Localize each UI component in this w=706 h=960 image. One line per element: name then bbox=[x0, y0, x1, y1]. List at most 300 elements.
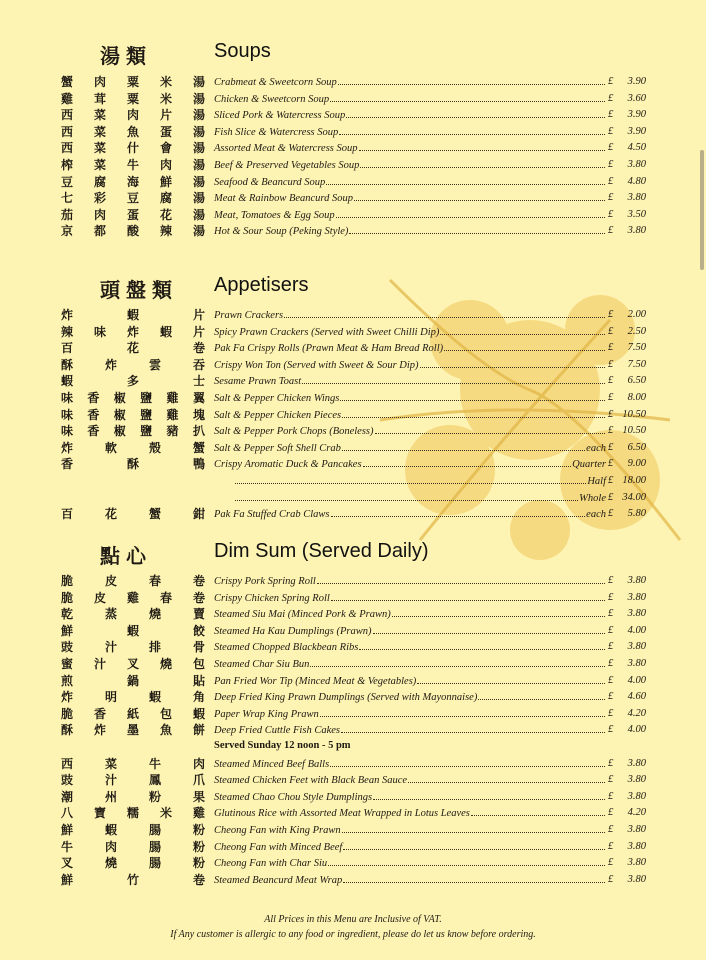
menu-item bbox=[0, 124, 706, 140]
item-chinese-name: 脆 皮 雞 春 卷 bbox=[60, 590, 205, 605]
item-chinese-name: 炸 蝦 片 bbox=[60, 308, 205, 322]
dot-leader bbox=[235, 473, 586, 484]
menu-item bbox=[0, 357, 706, 373]
item-english-name bbox=[214, 107, 606, 124]
item-price bbox=[608, 706, 646, 722]
item-price bbox=[608, 855, 646, 871]
dot-leader bbox=[373, 623, 606, 634]
price-value: 3.80 bbox=[627, 641, 646, 653]
currency-symbol: £ bbox=[608, 658, 614, 669]
item-chinese-name: 蝦 多 士 bbox=[60, 374, 205, 389]
item-price bbox=[608, 423, 646, 439]
price-value: 4.50 bbox=[627, 142, 646, 154]
item-chinese-name: 脆 香 紙 包 蝦 bbox=[60, 706, 205, 721]
dot-leader bbox=[360, 157, 605, 168]
item-name: Salt & Pepper Soft Shell Crab bbox=[214, 442, 341, 454]
item-price bbox=[608, 872, 646, 888]
price-value: 3.90 bbox=[627, 109, 646, 121]
menu-item bbox=[0, 822, 706, 838]
item-english-name bbox=[214, 590, 606, 607]
menu-item bbox=[0, 407, 706, 423]
item-chinese-name: 西 菜 魚 蛋 湯 bbox=[60, 124, 205, 139]
currency-symbol: £ bbox=[608, 92, 614, 104]
item-price bbox=[608, 107, 646, 123]
item-name: Spicy Prawn Crackers (Served with Sweet Chilli Dip) bbox=[214, 326, 440, 338]
item-name: Assorted Meat & Watercress Soup bbox=[214, 143, 358, 155]
dot-leader bbox=[354, 190, 605, 201]
menu-item bbox=[0, 157, 706, 173]
item-price bbox=[608, 656, 646, 672]
item-price bbox=[608, 390, 646, 406]
served-note: Served Sunday 12 noon - 5 pm bbox=[214, 739, 351, 751]
price-value: 2.50 bbox=[627, 325, 646, 337]
currency-symbol: £ bbox=[608, 358, 614, 370]
currency-symbol: £ bbox=[608, 175, 614, 187]
dot-leader bbox=[341, 722, 605, 733]
item-chinese-name: 鮮 蝦 餃 bbox=[60, 623, 205, 638]
item-chinese-name: 辣 味 炸 蝦 片 bbox=[60, 324, 205, 339]
currency-symbol: £ bbox=[608, 225, 614, 237]
menu-item bbox=[0, 207, 706, 223]
item-chinese-name: 榨 菜 牛 肉 湯 bbox=[60, 158, 205, 172]
price-value: 4.00 bbox=[627, 624, 646, 636]
menu-item bbox=[0, 423, 706, 439]
currency-symbol: £ bbox=[608, 707, 614, 719]
item-price bbox=[608, 174, 646, 190]
currency-symbol: £ bbox=[608, 408, 614, 420]
dot-leader bbox=[478, 689, 605, 700]
dot-leader bbox=[440, 324, 605, 335]
item-english-name bbox=[214, 689, 606, 706]
dot-leader bbox=[444, 340, 605, 351]
item-price bbox=[608, 573, 646, 589]
dot-leader bbox=[417, 673, 605, 684]
section-heading bbox=[0, 272, 706, 302]
currency-symbol: £ bbox=[608, 608, 614, 620]
price-value: 3.80 bbox=[627, 658, 646, 669]
item-name: Pan Fried Wor Tip (Minced Meat & Vegetables) bbox=[214, 675, 417, 687]
price-value: 18.00 bbox=[622, 475, 646, 486]
menu-item bbox=[0, 456, 706, 472]
menu-item bbox=[0, 673, 706, 689]
menu-item bbox=[0, 506, 706, 522]
item-chinese-name: 脆 皮 春 卷 bbox=[60, 574, 205, 588]
item-english-name bbox=[214, 440, 606, 457]
item-english-name bbox=[214, 706, 606, 723]
vat-note: All Prices in this Menu are Inclusive of VAT. bbox=[264, 914, 442, 925]
item-chinese-name: 茄 肉 蛋 花 湯 bbox=[60, 207, 205, 222]
item-name: Cheong Fan with King Prawn bbox=[214, 825, 341, 836]
price-value: 3.80 bbox=[627, 774, 646, 786]
price-value: 6.50 bbox=[627, 441, 646, 453]
currency-symbol: £ bbox=[608, 624, 614, 636]
price-value: 2.00 bbox=[627, 309, 646, 320]
currency-symbol: £ bbox=[608, 375, 614, 387]
menu-item bbox=[0, 390, 706, 406]
item-price bbox=[608, 756, 646, 772]
item-english-name bbox=[214, 140, 606, 157]
currency-symbol: £ bbox=[608, 857, 614, 869]
dot-leader bbox=[420, 357, 605, 368]
item-price bbox=[608, 190, 646, 206]
item-name: Crispy Chicken Spring Roll bbox=[214, 592, 330, 604]
currency-symbol: £ bbox=[608, 425, 614, 437]
menu-item bbox=[0, 440, 706, 456]
item-english-name bbox=[214, 157, 606, 174]
price-value: 3.80 bbox=[627, 575, 646, 586]
price-value: 4.00 bbox=[627, 674, 646, 686]
currency-symbol: £ bbox=[608, 757, 614, 769]
price-value: 5.80 bbox=[627, 508, 646, 520]
price-value: 3.80 bbox=[627, 757, 646, 769]
currency-symbol: £ bbox=[608, 342, 614, 354]
item-qualifier: each bbox=[586, 442, 606, 454]
section-title-english: Dim Sum (Served Daily) bbox=[214, 540, 429, 562]
item-price bbox=[608, 357, 646, 373]
menu-item bbox=[0, 140, 706, 156]
dot-leader bbox=[346, 107, 605, 118]
item-english-name bbox=[214, 174, 606, 191]
dot-leader bbox=[331, 506, 586, 517]
item-name: Hot & Sour Soup (Peking Style) bbox=[214, 226, 349, 238]
item-name: Deep Fried Cuttle Fish Cakes bbox=[214, 725, 340, 737]
price-value: 3.50 bbox=[627, 208, 646, 220]
menu-item bbox=[0, 772, 706, 788]
item-chinese-name: 豉 汁 排 骨 bbox=[60, 640, 205, 655]
item-price bbox=[608, 606, 646, 622]
item-price bbox=[608, 324, 646, 340]
item-price bbox=[608, 789, 646, 805]
price-value: 3.80 bbox=[627, 790, 646, 802]
price-value: 3.80 bbox=[627, 824, 646, 835]
price-value: 3.80 bbox=[627, 225, 646, 237]
dot-leader bbox=[342, 822, 605, 833]
item-price bbox=[608, 124, 646, 140]
item-english-name bbox=[214, 772, 606, 789]
item-chinese-name: 西 菜 什 會 湯 bbox=[60, 141, 205, 156]
item-name: Cheong Fan with Minced Beef bbox=[214, 841, 343, 853]
dot-leader bbox=[342, 407, 605, 418]
currency-symbol: £ bbox=[608, 192, 614, 204]
item-name: Steamed Char Siu Bun bbox=[214, 659, 310, 670]
currency-symbol: £ bbox=[608, 824, 614, 835]
price-value: 8.00 bbox=[627, 392, 646, 403]
item-chinese-name: 蜜 汁 叉 燒 包 bbox=[60, 657, 205, 671]
item-price bbox=[608, 407, 646, 423]
item-english-name bbox=[214, 456, 606, 473]
menu-item bbox=[0, 190, 706, 206]
dot-leader bbox=[339, 124, 605, 135]
item-english-name bbox=[214, 91, 606, 108]
menu-item bbox=[0, 590, 706, 606]
currency-symbol: £ bbox=[608, 142, 614, 154]
item-price bbox=[608, 506, 646, 522]
item-name: Sesame Prawn Toast bbox=[214, 376, 302, 388]
item-price bbox=[608, 307, 646, 323]
currency-symbol: £ bbox=[608, 575, 614, 586]
item-name: Meat, Tomatoes & Egg Soup bbox=[214, 209, 335, 221]
item-english-name bbox=[214, 656, 606, 673]
item-chinese-name: 煎 鍋 貼 bbox=[60, 673, 205, 688]
currency-symbol: £ bbox=[608, 309, 614, 320]
item-chinese-name: 百 花 卷 bbox=[60, 341, 205, 356]
currency-symbol: £ bbox=[608, 125, 614, 137]
item-chinese-name: 酥 炸 墨 魚 餅 bbox=[60, 723, 205, 738]
price-value: 3.90 bbox=[627, 125, 646, 137]
section-heading bbox=[0, 538, 706, 568]
currency-symbol: £ bbox=[608, 508, 614, 520]
item-english-name bbox=[214, 423, 606, 440]
item-name: Cheong Fan with Char Siu bbox=[214, 858, 328, 870]
currency-symbol: £ bbox=[608, 591, 614, 603]
menu-item bbox=[0, 174, 706, 190]
item-english-name bbox=[214, 207, 606, 224]
section-title-chinese: 點心 bbox=[100, 544, 152, 568]
item-chinese-name: 味 香 椒 鹽 雞 翼 bbox=[60, 391, 205, 405]
item-price bbox=[608, 722, 646, 738]
item-name: Salt & Pepper Pork Chops (Boneless) bbox=[214, 426, 374, 438]
dot-leader bbox=[310, 656, 605, 667]
item-english-name bbox=[214, 506, 606, 523]
section-heading bbox=[0, 38, 706, 68]
price-value: 3.80 bbox=[627, 192, 646, 204]
menu-item bbox=[0, 490, 706, 506]
dot-leader bbox=[340, 390, 605, 401]
item-name: Steamed Chopped Blackbean Ribs bbox=[214, 642, 359, 654]
item-price bbox=[608, 839, 646, 855]
menu-item bbox=[0, 573, 706, 589]
item-price bbox=[608, 623, 646, 639]
item-english-name bbox=[214, 673, 606, 690]
item-english-name bbox=[214, 357, 606, 374]
item-price bbox=[608, 805, 646, 821]
item-chinese-name: 乾 蒸 燒 賣 bbox=[60, 607, 205, 622]
item-name: Beef & Preserved Vegetables Soup bbox=[214, 160, 360, 171]
dot-leader bbox=[330, 756, 605, 767]
item-chinese-name: 炸 軟 殼 蟹 bbox=[60, 440, 205, 455]
menu-item bbox=[0, 324, 706, 340]
dot-leader bbox=[331, 590, 605, 601]
item-english-name bbox=[214, 307, 606, 324]
dot-leader bbox=[408, 772, 605, 783]
item-qualifier: Whole bbox=[579, 492, 606, 504]
dot-leader bbox=[375, 423, 605, 434]
item-qualifier: Quarter bbox=[572, 459, 606, 471]
dot-leader bbox=[284, 307, 605, 318]
item-english-name bbox=[214, 822, 606, 839]
price-value: 4.00 bbox=[627, 724, 646, 736]
item-price bbox=[608, 639, 646, 655]
price-value: 4.60 bbox=[627, 691, 646, 703]
dot-leader bbox=[359, 639, 605, 650]
menu-item bbox=[0, 74, 706, 90]
item-price bbox=[608, 689, 646, 705]
allergy-note: If Any customer is allergic to any food or ingredient, please do let us know before ordering. bbox=[170, 929, 536, 940]
menu-item bbox=[0, 473, 706, 489]
menu-item bbox=[0, 639, 706, 655]
item-name: Pak Fa Stuffed Crab Claws bbox=[214, 509, 330, 521]
item-name: Steamed Chao Chou Style Dumplings bbox=[214, 791, 373, 803]
item-english-name bbox=[214, 623, 606, 640]
item-price bbox=[608, 772, 646, 788]
price-value: 4.80 bbox=[627, 175, 646, 187]
item-english-name bbox=[214, 407, 606, 424]
item-price bbox=[608, 140, 646, 156]
currency-symbol: £ bbox=[608, 691, 614, 703]
item-english-name bbox=[214, 390, 606, 407]
item-name: Crispy Pork Spring Roll bbox=[214, 576, 316, 587]
item-chinese-name: 七 彩 豆 腐 湯 bbox=[60, 191, 205, 206]
item-english-name bbox=[214, 74, 606, 91]
item-name: Crabmeat & Sweetcorn Soup bbox=[214, 77, 337, 88]
menu-item bbox=[0, 855, 706, 871]
item-chinese-name: 味 香 椒 鹽 豬 扒 bbox=[60, 424, 205, 439]
item-name: Glutinous Rice with Assorted Meat Wrapped in Lotus Leaves bbox=[214, 808, 470, 820]
price-value: 4.20 bbox=[627, 807, 646, 819]
item-price bbox=[608, 590, 646, 606]
price-value: 34.00 bbox=[622, 491, 646, 503]
dot-leader bbox=[343, 839, 605, 850]
dot-leader bbox=[326, 174, 605, 185]
price-value: 10.50 bbox=[622, 408, 646, 420]
menu-item bbox=[0, 373, 706, 389]
currency-symbol: £ bbox=[608, 109, 614, 121]
dot-leader bbox=[328, 855, 605, 866]
item-chinese-name: 西 菜 肉 片 湯 bbox=[60, 108, 205, 123]
item-english-name bbox=[214, 324, 606, 341]
item-name: Steamed Beancurd Meat Wrap bbox=[214, 874, 343, 886]
item-english-name bbox=[214, 223, 606, 240]
item-english-name bbox=[214, 373, 606, 390]
section-title-english: Soups bbox=[214, 40, 271, 62]
item-name: Deep Fried King Prawn Dumplings (Served with Mayonnaise) bbox=[214, 692, 478, 704]
menu-item bbox=[0, 689, 706, 705]
dot-leader bbox=[338, 74, 605, 85]
currency-symbol: £ bbox=[608, 159, 614, 170]
menu-item bbox=[0, 872, 706, 888]
item-chinese-name: 潮 州 粉 果 bbox=[60, 789, 205, 804]
dot-leader bbox=[235, 490, 578, 501]
item-name: Salt & Pepper Chicken Pieces bbox=[214, 409, 342, 421]
item-name: Fish Slice & Watercress Soup bbox=[214, 126, 339, 138]
dot-leader bbox=[330, 91, 605, 102]
item-name: Crispy Aromatic Duck & Pancakes bbox=[214, 459, 362, 471]
item-chinese-name: 叉 燒 腸 粉 bbox=[60, 856, 205, 871]
item-chinese-name: 八 寶 糯 米 雞 bbox=[60, 806, 205, 821]
item-price bbox=[608, 91, 646, 107]
dot-leader bbox=[363, 456, 572, 467]
item-price bbox=[608, 373, 646, 389]
currency-symbol: £ bbox=[608, 441, 614, 453]
menu-item bbox=[0, 223, 706, 239]
item-name: Steamed Ha Kau Dumplings (Prawn) bbox=[214, 625, 372, 637]
price-value: 3.80 bbox=[627, 840, 646, 852]
item-price bbox=[608, 490, 646, 506]
item-chinese-name: 味 香 椒 鹽 雞 塊 bbox=[60, 407, 205, 422]
item-qualifier: each bbox=[586, 509, 606, 521]
price-value: 9.00 bbox=[627, 458, 646, 470]
currency-symbol: £ bbox=[608, 840, 614, 852]
item-name: Steamed Chicken Feet with Black Bean Sauce bbox=[214, 775, 408, 787]
item-chinese-name: 西 菜 牛 肉 bbox=[60, 756, 205, 771]
item-chinese-name: 百 花 蟹 鉗 bbox=[60, 507, 205, 522]
menu-item bbox=[0, 789, 706, 805]
item-chinese-name: 鮮 竹 卷 bbox=[60, 872, 205, 887]
item-english-name bbox=[214, 490, 606, 507]
currency-symbol: £ bbox=[608, 208, 614, 220]
dot-leader bbox=[349, 223, 605, 234]
currency-symbol: £ bbox=[608, 325, 614, 337]
item-chinese-name: 蟹 肉 粟 米 湯 bbox=[60, 75, 205, 89]
section-title-chinese: 湯類 bbox=[100, 44, 152, 68]
item-chinese-name: 牛 肉 腸 粉 bbox=[60, 839, 205, 854]
dot-leader bbox=[336, 207, 605, 218]
price-value: 7.50 bbox=[627, 358, 646, 370]
dot-leader bbox=[302, 373, 605, 384]
item-english-name bbox=[214, 839, 606, 856]
item-price bbox=[608, 340, 646, 356]
currency-symbol: £ bbox=[608, 790, 614, 802]
section-title-chinese: 頭盤類 bbox=[100, 278, 178, 302]
currency-symbol: £ bbox=[608, 873, 614, 885]
price-value: 3.80 bbox=[627, 873, 646, 885]
currency-symbol: £ bbox=[608, 76, 614, 87]
dot-leader bbox=[359, 140, 606, 151]
item-english-name bbox=[214, 606, 606, 623]
item-chinese-name: 豆 腐 海 鮮 湯 bbox=[60, 174, 205, 189]
currency-symbol: £ bbox=[608, 392, 614, 403]
item-chinese-name: 酥 炸 雲 吞 bbox=[60, 357, 205, 372]
currency-symbol: £ bbox=[608, 641, 614, 653]
item-name: Pak Fa Crispy Rolls (Prawn Meat & Ham Bread Roll) bbox=[214, 343, 444, 355]
item-english-name bbox=[214, 722, 606, 739]
item-name: Steamed Siu Mai (Minced Pork & Prawn) bbox=[214, 609, 391, 621]
item-name: Sliced Pork & Watercress Soup bbox=[214, 110, 346, 122]
item-price bbox=[608, 223, 646, 239]
item-name: Crispy Won Ton (Served with Sweet & Sour Dip) bbox=[214, 359, 419, 371]
item-english-name bbox=[214, 340, 606, 357]
item-name: Chicken & Sweetcorn Soup bbox=[214, 93, 330, 105]
menu-item bbox=[0, 656, 706, 672]
price-value: 3.90 bbox=[627, 76, 646, 87]
price-value: 3.80 bbox=[627, 857, 646, 869]
item-chinese-name: 豉 汁 鳳 爪 bbox=[60, 773, 205, 788]
item-english-name bbox=[214, 473, 606, 490]
item-english-name bbox=[214, 124, 606, 141]
item-english-name bbox=[214, 639, 606, 656]
price-value: 7.50 bbox=[627, 342, 646, 354]
item-english-name bbox=[214, 573, 606, 590]
item-price bbox=[608, 157, 646, 173]
menu-item bbox=[0, 756, 706, 772]
price-value: 10.50 bbox=[622, 425, 646, 437]
item-price bbox=[608, 74, 646, 90]
item-name: Steamed Minced Beef Balls bbox=[214, 758, 330, 770]
item-price bbox=[608, 440, 646, 456]
section-title-english: Appetisers bbox=[214, 274, 309, 296]
item-english-name bbox=[214, 872, 606, 889]
item-chinese-name: 炸 明 蝦 角 bbox=[60, 690, 205, 705]
menu-item bbox=[0, 839, 706, 855]
item-chinese-name: 鮮 蝦 腸 粉 bbox=[60, 823, 205, 837]
menu-item bbox=[0, 805, 706, 821]
menu-item bbox=[0, 340, 706, 356]
price-value: 4.20 bbox=[627, 707, 646, 719]
item-english-name bbox=[214, 789, 606, 806]
item-chinese-name: 雞 茸 粟 米 湯 bbox=[60, 91, 205, 106]
item-chinese-name: 香 酥 鴨 bbox=[60, 457, 205, 472]
menu-item bbox=[0, 706, 706, 722]
